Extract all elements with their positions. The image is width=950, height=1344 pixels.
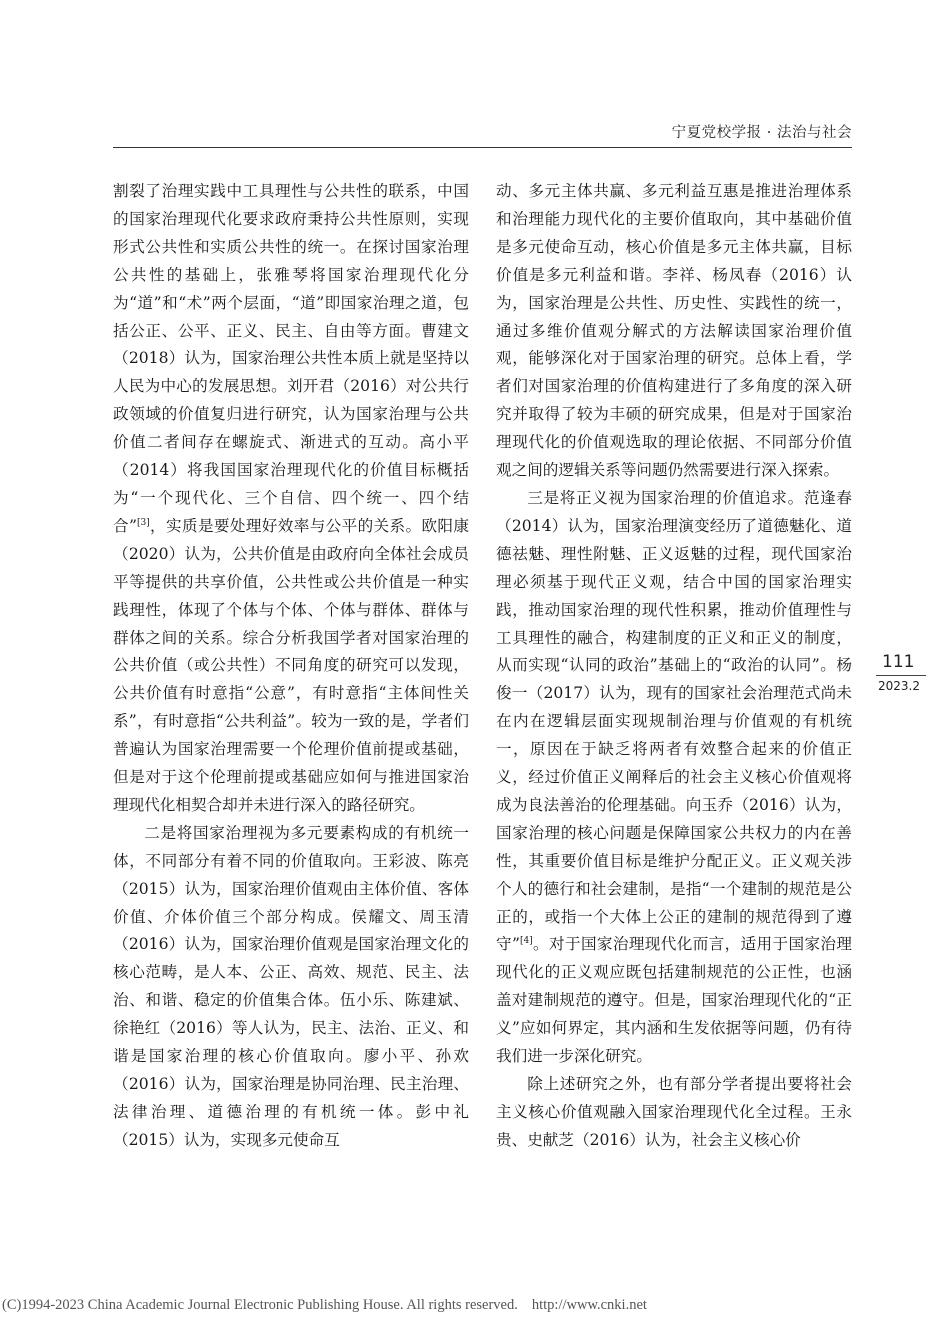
paragraph: 二是将国家治理视为多元要素构成的有机统一体，不同部分有着不同的价值取向。王彩波、陈亮（2015）认为，国家治理价值观由主体价值、客体价值、介体价值三个部分构成。侯耀文、周玉清（2016）认为，国家治理价值观是国家治理文化的核心范畴，是人本、公正、高效、规范、民主、法治、和谐、稳定的价值集合体。伍小乐、陈建斌、徐艳红（2016）等人认为，民主、法治、正义、和谐是国家治理的核心价值取向。廖小平、孙欢（2016）认为，国家治理是协同治理、民主治理、法律治理、道德治理的有机统一体。彭中礼（2015）认为，实现多元使命互: [113, 823, 469, 1149]
paragraph-text: 。对于国家治理现代化而言，适用于国家治理现代化的正义观应既包括建制规范的公正性，也涵盖对建制规范的遵守。但是，国家治理现代化的“正义”应如何界定，其内涵和生发依据等问题，仍有待我们进一步深化研究。: [496, 935, 852, 1066]
paragraph: [496, 485, 852, 1071]
left-column: [113, 178, 469, 1155]
paragraph-text: 割裂了治理实践中工具理性与公共性的联系，中国的国家治理现代化要求政府秉持公共性原则，实现形式公共性和实质公共性的统一。在探讨国家治理公共性的基础上，张雅琴将国家治理现代化分为“道”和“术”两个层面，“道”即国家治理之道，包括公正、公平、正义、民主、自由等方面。曹建文（2018）认为，国家治理公共性本质上就是坚持以人民为中心的发展思想。刘开君（2016）对公共行政领域的价值复归进行研究，认为国家治理与公共价值二者间存在螺旋式、渐进式的互动。高小平（2014）将我国国家治理现代化的价值目标概括为“一个现代化、三个自信、四个统一、四个结合”: [113, 182, 469, 535]
citation-ref: [4]: [519, 936, 533, 947]
page-number-rule: [876, 675, 926, 676]
paragraph: 除上述研究之外，也有部分学者提出要将社会主义核心价值观融入国家治理现代化全过程。王永贵、史献芝（2016）认为，社会主义核心价: [496, 1075, 852, 1149]
paragraph-text: ，实质是要处理好效率与公平的关系。欧阳康（2020）认为，公共价值是由政府向全体社会成员平等提供的共享价值，公共性或公共价值是一种实践理性，体现了个体与个体、个体与群体、群体与群体之间的关系。综合分析我国学者对国家治理的公共价值（或公共性）不同角度的研究可以发现，公共价值有时意指“公意”，有时意指“主体间性关系”，有时意指“公共利益”。较为一致的是，学者们普遍认为国家治理需要一个伦理价值前提或基础，但是对于这个伦理前提或基础应如何与推进国家治理现代化相契合却并未进行深入的路径研究。: [113, 516, 469, 814]
header-rule: [113, 147, 852, 148]
paragraph-text: 三是将正义视为国家治理的价值追求。范逢春（2014）认为，国家治理演变经历了道德魅化、道德祛魅、理性附魅、正义返魅的过程，现代国家治理必须基于现代正义观，结合中国的国家治理实践，推动国家治理的现代性积累，推动价值理性与工具理性的融合，构建制度的正义和正义的制度，从而实现“认同的政治”基础上的“政治的认同”。杨俊一（2017）认为，现有的国家社会治理范式尚未在内在逻辑层面实现规制治理与价值观的有机统一，原因在于缺乏将两者有效整合起来的价值正义，经过价值正义阐释后的社会主义核心价值观将成为良法善治的伦理基础。向玉乔（2016）认为，国家治理的核心问题是保障国家公共权力的内在善性，其重要价值目标是维护分配正义。正义观关涉个人的德行和社会建制，是指“一个建制的规范是公正的，或指一个大体上公正的建制的规范得到了遵守”: [496, 488, 852, 954]
footer-url: http://www.cnki.net: [531, 1297, 647, 1313]
footer: [2, 1297, 647, 1314]
running-header: 宁夏党校学报 · 法治与社会: [671, 125, 852, 141]
right-column: [496, 178, 852, 1155]
paragraph: [113, 178, 469, 820]
issue-date: 2023.2: [878, 679, 920, 693]
paragraph: 动、多元主体共赢、多元利益互惠是推进治理体系和治理能力现代化的主要价值取向，其中基础价值是多元使命互动，核心价值是多元主体共赢，目标价值是多元利益和谐。李祥、杨凤春（2016）认为，国家治理是公共性、历史性、实践性的统一，通过多维价值观分解式的方法解读国家治理价值观，能够深化对于国家治理的研究。总体上看，学者们对国家治理的价值构建进行了多角度的深入研究并取得了较为丰硕的研究成果，但是对于国家治理现代化的价值观选取的理论依据、不同部分价值观之间的逻辑关系等问题仍然需要进行深入探索。: [496, 182, 852, 480]
page-number: 111: [882, 652, 915, 672]
copyright-text: (C)1994-2023 China Academic Journal Electronic Publishing House. All rights reserved.: [2, 1297, 518, 1313]
citation-ref: [3]: [136, 517, 150, 528]
